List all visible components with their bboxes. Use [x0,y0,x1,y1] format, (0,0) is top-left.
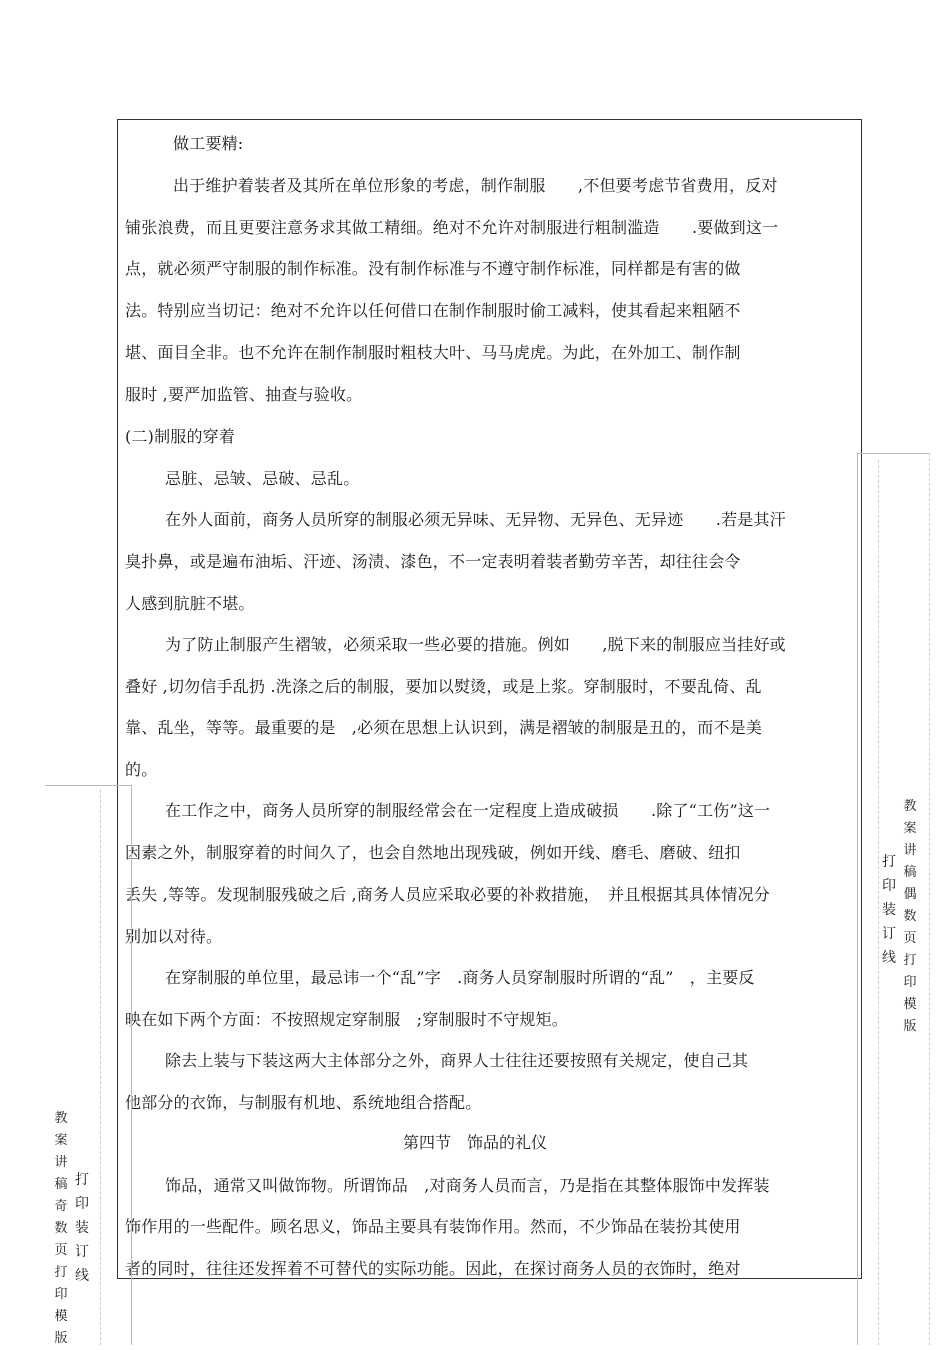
right-margin-note-outer: 教案讲稿偶数页打印模版 [903,799,917,1034]
left-margin-rule [100,790,101,1345]
text-line: 堪、面目全非。也不允许在制作制服时粗枝大叶、马马虎虎。为此，在外加工、制作制 [125,343,741,362]
right-margin-rule [929,453,930,1345]
text-line: 在穿制服的单位里，最忌讳一个“乱”字 .商务人员穿制服时所谓的“乱” ，主要反 [165,968,755,987]
text-line: 铺张浪费，而且更要注意务求其做工精细。绝对不允许对制服进行粗制滥造 .要做到这一 [125,218,779,237]
section-title: 第四节 饰品的礼仪 [402,1133,547,1152]
text-line: 映在如下两个方面：不按照规定穿制服 ;穿制服时不守规矩。 [125,1010,568,1029]
text-line: 做工要精: [173,134,244,153]
text-line: 丢失 ,等等。发现制服残破之后 ,商务人员应采取必要的补救措施， 并且根据其具体情况分 [125,885,770,904]
text-line: 靠、乱坐，等等。最重要的是 ,必须在思想上认识到，满是褶皱的制服是丑的，而不是美 [125,718,763,737]
text-line: 人感到肮脏不堪。 [125,594,255,613]
left-margin-note-inner: 打印装订线 [75,1172,89,1284]
text-line: 除去上装与下装这两大主体部分之外，商界人士往往还要按照有关规定，使自己其 [165,1051,749,1070]
right-margin-rule [857,453,929,454]
left-margin-note-outer: 教案讲稿奇数页打印模版 [54,1111,68,1346]
text-line: 的。 [125,760,158,779]
text-line: 出于维护着装者及其所在单位形象的考虑，制作制服 ,不但要考虑节省费用，反对 [173,176,778,195]
text-line: 叠好 ,切勿信手乱扔 .洗涤之后的制服，要加以熨烫，或是上浆。穿制服时，不要乱倚、乱 [125,677,762,696]
left-margin-rule [45,785,131,786]
text-line: 饰品，通常又叫做饰物。所谓饰品 ,对商务人员而言，乃是指在其整体服饰中发挥装 [165,1176,770,1195]
text-line: 者的同时，往往还发挥着不可替代的实际功能。因此，在探讨商务人员的衣饰时，绝对 [125,1259,741,1278]
text-line: 忌脏、忌皱、忌破、忌乱。 [165,469,360,488]
left-margin-rule [131,785,132,1345]
text-line: 在外人面前，商务人员所穿的制服必须无异味、无异物、无异色、无异迹 .若是其汗 [165,510,786,529]
text-line: 点，就必须严守制服的制作标准。没有制作标准与不遵守制作标准，同样都是有害的做 [125,259,741,278]
subheading: (二)制服的穿着 [125,427,236,446]
text-line: 别加以对待。 [125,927,223,946]
text-line: 服时 ,要严加监管、抽查与验收。 [125,385,363,404]
text-line: 为了防止制服产生褶皱，必须采取一些必要的措施。例如 ,脱下来的制服应当挂好或 [165,635,786,654]
text-line: 因素之外，制服穿着的时间久了，也会自然地出现残破，例如开线、磨毛、磨破、纽扣 [125,843,741,862]
right-margin-rule [857,453,858,1345]
text-line: 饰作用的一些配件。顾名思义，饰品主要具有装饰作用。然而，不少饰品在装扮其使用 [125,1217,741,1236]
text-line: 他部分的衣饰，与制服有机地、系统地组合搭配。 [125,1093,482,1112]
text-line: 臭扑鼻，或是遍布油垢、汗迹、汤渍、漆色，不一定表明着装者勤劳辛苦，却往往会令 [125,552,741,571]
text-line: 在工作之中，商务人员所穿的制服经常会在一定程度上造成破损 .除了“工伤”这一 [165,801,771,820]
right-margin-note-inner: 打印装订线 [882,854,896,966]
right-margin-rule [878,460,879,1345]
text-line: 法。特别应当切记：绝对不允许以任何借口在制作制服时偷工减料，使其看起来粗陋不 [125,301,741,320]
